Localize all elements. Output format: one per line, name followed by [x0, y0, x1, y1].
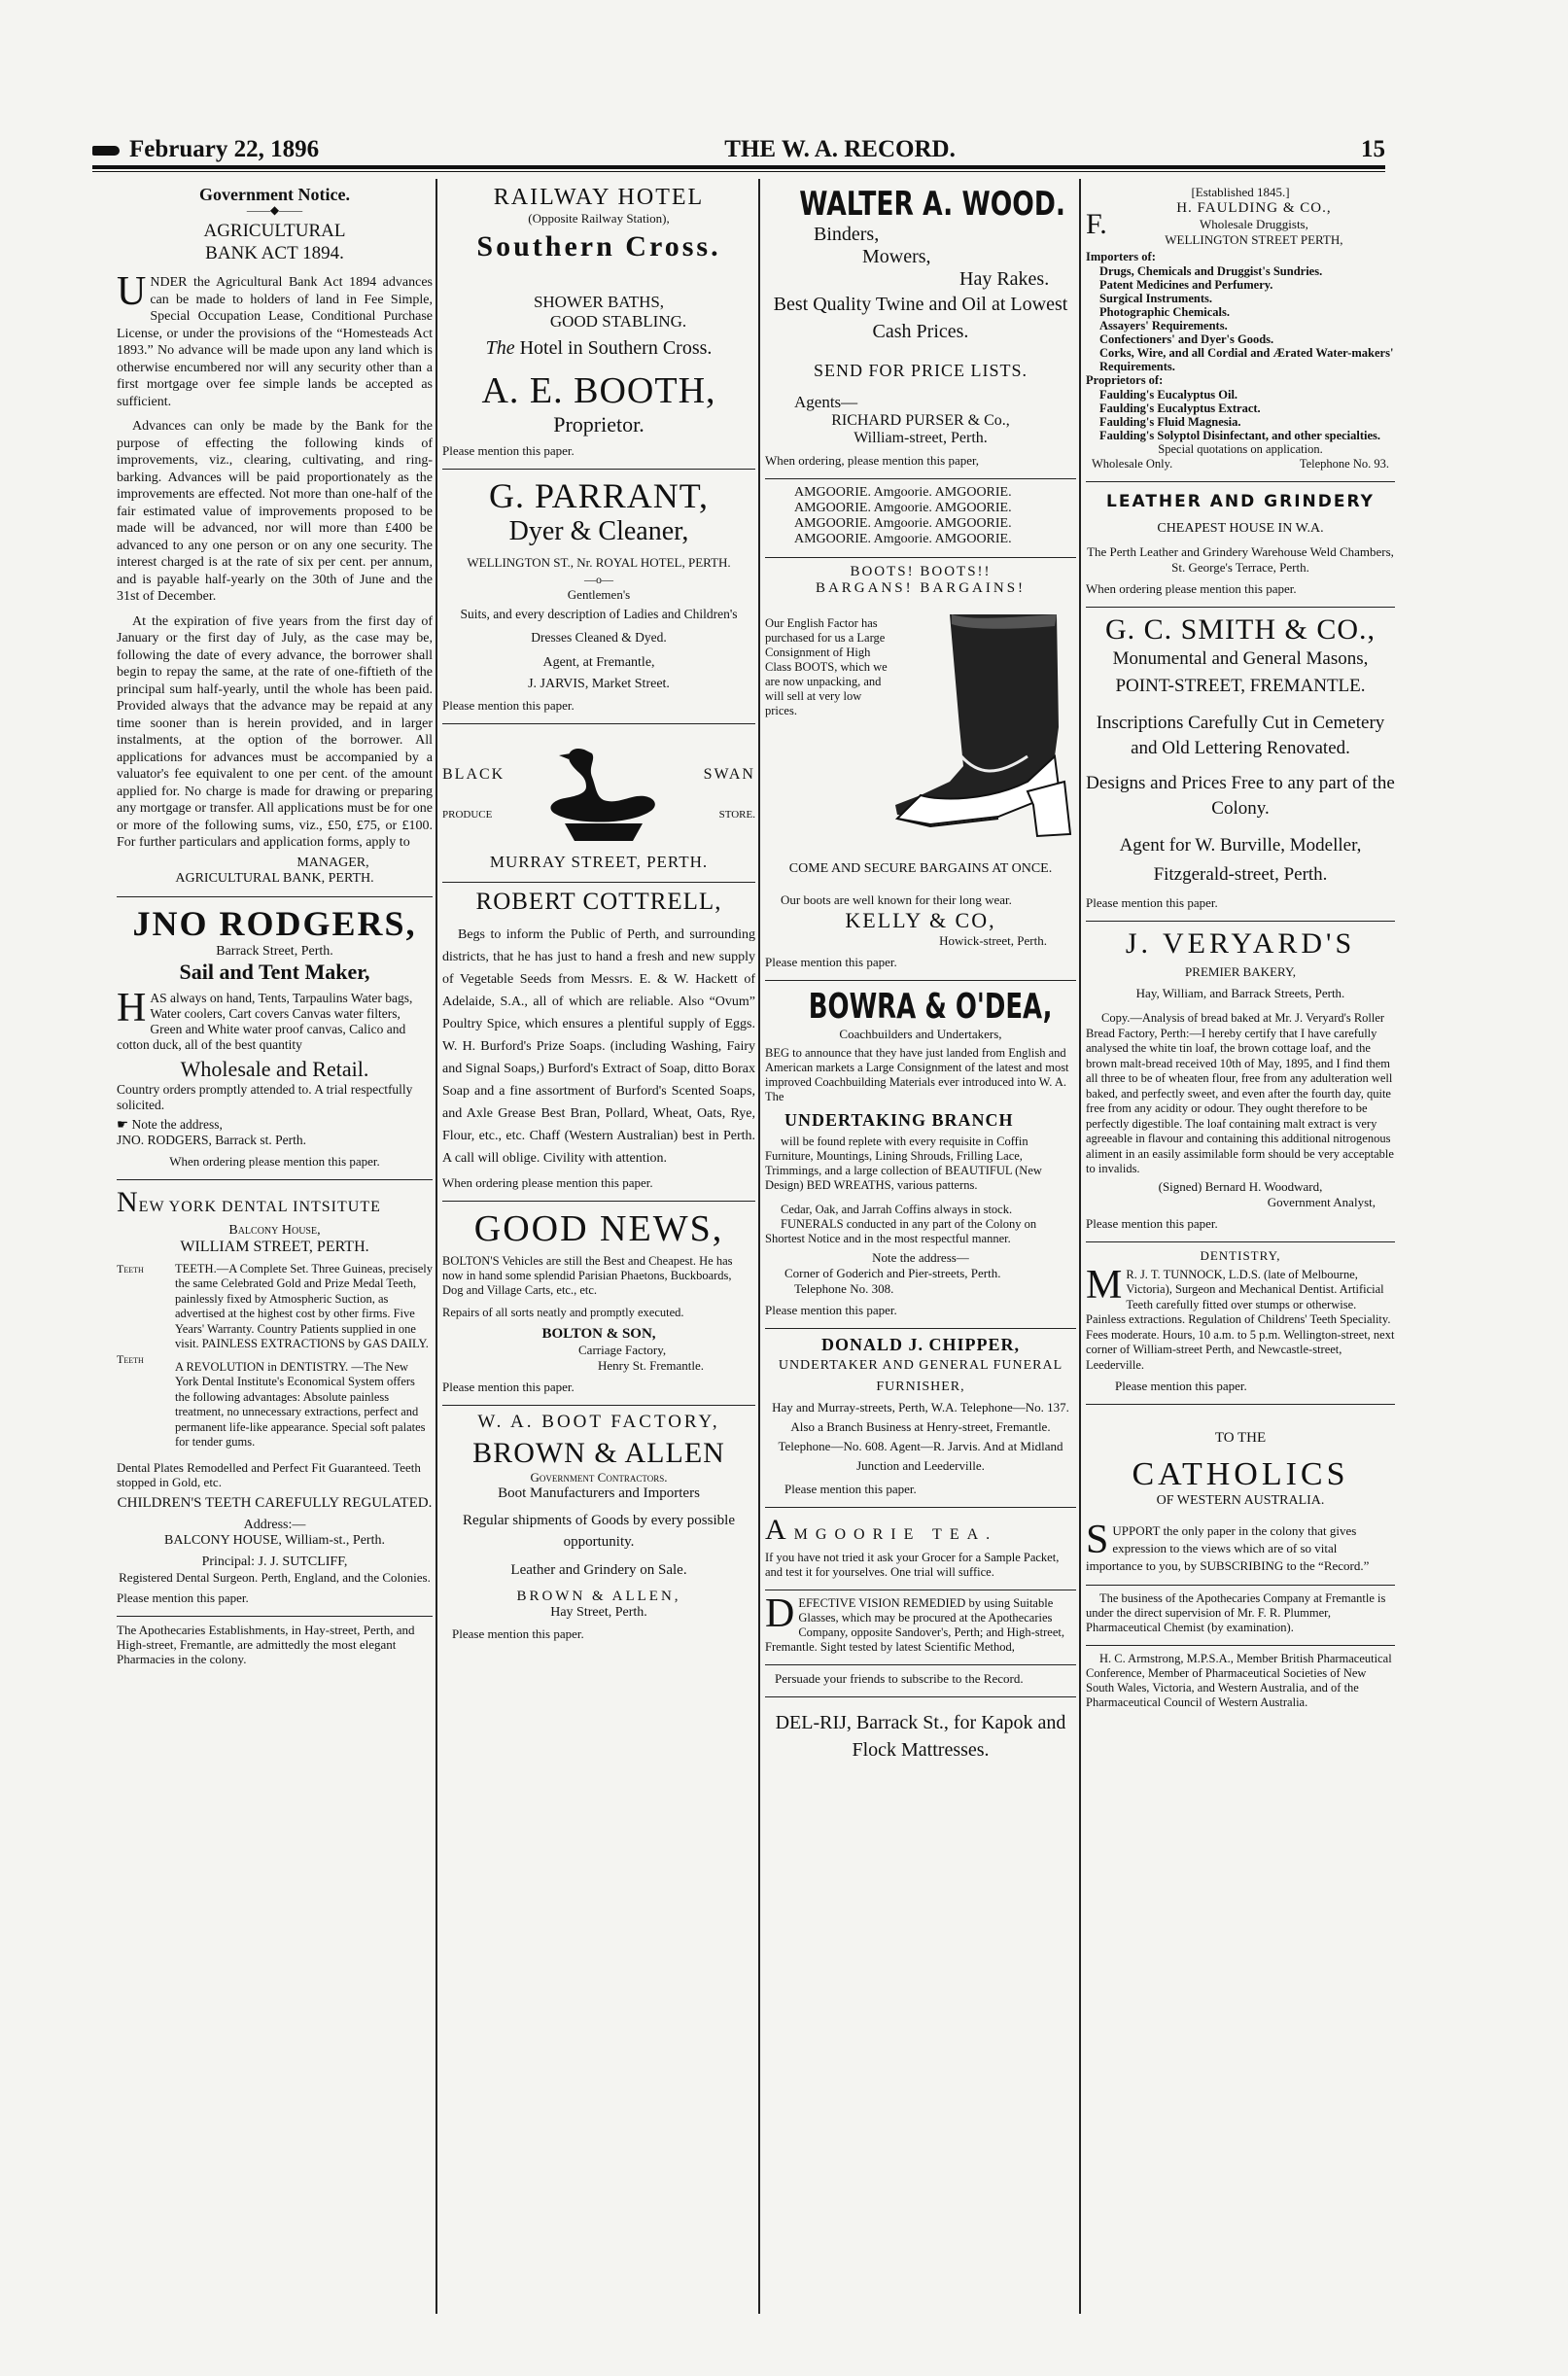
funerals: FUNERALS conducted in any part of the Colony on Shortest Notice and in the most respectful manner. [765, 1217, 1037, 1245]
header-rule-thin [92, 171, 1385, 172]
send-lists: SEND FOR PRICE LISTS. [813, 361, 1028, 380]
orders: Country orders promptly attended to. A trial respectfully solicited. [117, 1081, 413, 1112]
teeth-label: Teeth [117, 1351, 144, 1366]
pointing-hand-icon: ☛ [117, 1116, 132, 1132]
principal: Principal: J. J. SUTCLIFF, [201, 1554, 348, 1569]
faulding-footer [1086, 457, 1395, 472]
plates: Dental Plates Remodelled and Perfect Fit Guaranteed. Teeth stopped in Gold, etc. [117, 1459, 421, 1489]
factory-name: W. A. BOOT FACTORY, [477, 1412, 720, 1432]
pointing-hand-icon [92, 146, 120, 156]
armstrong-note: H. C. Armstrong, M.P.S.A., Member British Pharmaceutical Conference, Member of Pharmaceutical Societies of New South Wales, Victoria, and Western Australia, and of the Pharmaceutical Council of Western Australia. [1086, 1652, 1392, 1709]
mention: Please mention this paper. [442, 443, 575, 458]
body: Begs to inform the Public of Perth, and surrounding districts, that he has just to hand a fresh and new supply of Vegetable Seeds from Messrs. E. & W. Hackett of Adelaide, S.A., all of which are reliable. Also “Ovum” Poultry Spice, which ensures a plentiful supply of Eggs. W. H. Burford's Prize Soaps. (including Washing, Fairy and Signal Soaps,) Burford's Extract of Soap, ditto Borax Soap and a fine assortment of Burford's Scented Soaps, and Axle Grease Best Bran, Pollard, Wheat, Oats, Rye, Flour, etc., etc. Chaff (Western Australian) best in Perth. A call will oblige. Civility with attention. [442, 927, 755, 1166]
gc-smith-ad [1086, 608, 1395, 922]
amgoorie-ad [765, 479, 1076, 558]
mention: Please mention this paper. [1115, 1379, 1247, 1393]
mention: When ordering please mention this paper. [442, 1175, 653, 1190]
tea-title [765, 1514, 1076, 1547]
faulding-head [1086, 200, 1395, 248]
column-4 [1086, 179, 1395, 2337]
list-item: Photographic Chemicals. [1099, 305, 1231, 319]
amgoorie-tea-ad [765, 1508, 1076, 1590]
gov-contractors: Government Contractors. [530, 1470, 668, 1485]
hotel-name: RAILWAY HOTEL [493, 185, 705, 210]
registered: Registered Dental Surgeon. Perth, England, and the Colonies. [119, 1569, 431, 1585]
title-text: MGOORIE TEA. [793, 1526, 998, 1543]
dropcap: U [117, 269, 147, 314]
children: CHILDREN'S TEETH CAREFULLY REGULATED. [117, 1494, 433, 1511]
mention: Please mention this paper. [442, 1380, 575, 1394]
advertiser-name: WALTER A. WOOD. [799, 185, 1065, 224]
repairs: Repairs of all sorts neatly and promptly executed. [442, 1306, 684, 1319]
advertiser-name: H. FAULDING & CO., [1176, 200, 1332, 216]
dropcap: A [765, 1514, 794, 1546]
title-text: EW YORK DENTAL INTSITUTE [138, 1198, 381, 1215]
proprietor: Proprietor. [553, 412, 645, 437]
body [1086, 1518, 1395, 1575]
masthead [92, 124, 1385, 163]
body: EFECTIVE VISION REMEDIED by using Suitable Glasses, which may be procured at the Apothecaries Company, opposite Sandover's, Perth; and High-street, Fremantle. Sight tested by latest Scientific Method, [765, 1596, 1064, 1654]
rakes: Hay Rakes. [959, 268, 1050, 290]
advertiser-name: BOWRA & O'DEA, [808, 987, 1053, 1027]
list-item: Drugs, Chemicals and Druggist's Sundries. [1099, 264, 1323, 278]
issue-date [92, 136, 319, 163]
ornament: ——◆—— [246, 203, 303, 217]
body: BEG to announce that they have just landed from English and American markets a Large Consignment of the latest and most improved Coachbuilding Materials ever introduced into W. A. The [765, 1046, 1069, 1103]
list-item: Patent Medicines and Perfumery. [1099, 278, 1273, 292]
proprietors: Proprietors of: [1086, 373, 1164, 387]
advertiser-name: J. VERYARD'S [1125, 927, 1356, 960]
body: The Perth Leather and Grindery Warehouse Weld Chambers, St. George's Terrace, Perth. [1087, 544, 1394, 575]
importers-list [1086, 264, 1395, 373]
title: DENTISTRY, [1200, 1247, 1281, 1263]
street: MURRAY STREET, PERTH. [489, 853, 709, 871]
mowers: Mowers, [862, 246, 931, 267]
boots-line: BOOTS! BOOTS!! [850, 564, 992, 579]
address-label: Address:— [243, 1517, 306, 1532]
header-rule [92, 165, 1385, 169]
paragraph-text: NDER the Agricultural Bank Act 1894 advances can be made to holders of land in Fee Simple, Special Occupation Lease, Conditional Purchase License, or under the provisions of the “Homesteads Act 1893.” No advance will be made upon any land which is otherwise encumbered nor will any security other than a first mortgage over fee simple lands be accepted as sufficient. [117, 275, 433, 409]
amgoorie-line: AMGOORIE. Amgoorie. AMGOORIE. [794, 532, 1012, 546]
mention: Please mention this paper. [1086, 1215, 1218, 1231]
swan-icon [536, 740, 672, 847]
boot-factory-ad [442, 1406, 755, 1652]
f-letter: F. [1086, 208, 1107, 240]
body-text: AS always on hand, Tents, Tarpaulins Water bags, Water coolers, Cart covers Canvas water filters, Green and White water proof canvas, Calico and cotton duck, all of the best quantity [117, 990, 413, 1052]
body-2: will be found replete with every requisite in Coffin Furniture, Mountings, Lining Shrouds, Frilling Lace, Trimmings, and a large collection of BEAUTIFUL (New Design) BED WREATHS, various patterns. [765, 1135, 1042, 1192]
tag-emphasis: The [485, 337, 515, 359]
store-word: STORE. [718, 809, 755, 821]
ornament: —o— [584, 573, 613, 586]
parrant-ad [442, 470, 755, 724]
column-divider [436, 179, 437, 2314]
mention: Please mention this paper. [784, 1482, 917, 1496]
established: [Established 1845.] [1191, 185, 1290, 199]
mention: Please mention this paper. [1086, 895, 1218, 910]
baths: SHOWER BATHS, [533, 293, 665, 311]
amgoorie-line: AMGOORIE. Amgoorie. AMGOORIE. [794, 501, 1012, 515]
column-3 [765, 179, 1076, 2337]
boot-icon [891, 611, 1076, 854]
mention: Please mention this paper. [452, 1626, 584, 1641]
dropcap: M [1086, 1262, 1123, 1308]
list-item: Assayers' Requirements. [1099, 319, 1228, 332]
body [1086, 1262, 1395, 1374]
good-news-ad [442, 1202, 755, 1406]
importers: Importers of: [1086, 250, 1156, 263]
amgoorie-line: AMGOORIE. Amgoorie. AMGOORIE. [794, 485, 1012, 500]
street: POINT-STREET, FREMANTLE. [1115, 676, 1366, 696]
body: BOLTON'S Vehicles are still the Best and Cheapest. He has now in hand some splendid Parisian Phaetons, Buckboards, Dog and Village Carts, etc., etc. [442, 1254, 733, 1297]
rodgers-ad [117, 897, 433, 1180]
analyst: Government Analyst, [1267, 1194, 1376, 1209]
teeth-block [117, 1262, 433, 1450]
factory: Carriage Factory, [578, 1343, 667, 1357]
list-item: Faulding's Fluid Magnesia. [1099, 415, 1241, 429]
swan-word: SWAN [703, 766, 755, 783]
inscriptions: Inscriptions Carefully Cut in Cemetery and Old Lettering Renovated. [1096, 713, 1385, 758]
firm: BROWN & ALLEN [472, 1437, 725, 1469]
column-divider [758, 179, 760, 2314]
dropcap: S [1086, 1518, 1109, 1562]
address: Barrack Street, Perth. [216, 943, 333, 959]
advertiser-name: KELLY & CO, [845, 908, 996, 932]
list-item: Faulding's Eucalyptus Oil. [1099, 388, 1238, 402]
kelly-boots-ad [765, 558, 1076, 981]
house: Balcony House, [228, 1222, 321, 1238]
swan-row [442, 740, 755, 847]
black-word: BLACK [442, 766, 505, 783]
jarvis: J. JARVIS, Market Street. [528, 677, 670, 691]
proprietors-list [1086, 388, 1395, 442]
note-address: JNO. RODGERS, Barrack st. Perth. [117, 1132, 306, 1147]
column-divider [1079, 179, 1081, 2314]
coffins: Cedar, Oak, and Jarrah Coffins always in stock. [781, 1203, 1013, 1216]
amgoorie-line: AMGOORIE. Amgoorie. AMGOORIE. [794, 516, 1012, 531]
purser: RICHARD PURSER & Co., [831, 412, 1010, 429]
veryard-bakery-ad [1086, 922, 1395, 1242]
list-item: Faulding's Eucalyptus Extract. [1099, 402, 1261, 415]
trade: Monumental and General Masons, [1112, 648, 1369, 669]
notice-heading: Government Notice. [199, 185, 350, 204]
note-text: Note the address, [131, 1116, 223, 1132]
body-text: UPPORT the only paper in the colony that gives expression to the views which are of so vital importance to you, by SUBSCRIBING to the “Record.” [1086, 1523, 1370, 1573]
title: CATHOLICS [1132, 1456, 1349, 1492]
signature: MANAGER, [296, 855, 369, 870]
del-rij-ad: DEL-RIJ, Barrack St., for Kapok and Flock Mattresses. [775, 1712, 1066, 1761]
faulding-name-block [1113, 200, 1395, 248]
trade: Coachbuilders and Undertakers, [839, 1027, 1002, 1041]
owner: A. E. BOOTH, [481, 370, 716, 411]
dentistry-ad [1086, 1242, 1395, 1406]
trade: UNDERTAKER AND GENERAL FUNERAL FURNISHER, [778, 1358, 1063, 1394]
street: William-street, Perth. [854, 430, 988, 446]
opposite: (Opposite Railway Station), [528, 211, 670, 226]
ad-body [117, 985, 433, 1053]
list-item: Surgical Instruments. [1099, 292, 1212, 305]
agricultural-bank-notice [117, 179, 433, 897]
institute-title [117, 1186, 433, 1219]
gentlemen: Gentlemen's [567, 587, 631, 602]
mention: When ordering please mention this paper. [169, 1153, 380, 1169]
street: Hay Street, Perth. [550, 1605, 647, 1620]
catholics-ad [1086, 1405, 1395, 1586]
act-title: AGRICULTURAL BANK ACT 1894. [203, 221, 346, 263]
trade: Dyer & Cleaner, [508, 516, 689, 546]
agent: Agent for W. Burville, Modeller, Fitzgerald-street, Perth. [1119, 835, 1362, 885]
cheapest: CHEAPEST HOUSE IN W.A. [1157, 521, 1324, 536]
page-number: 15 [1361, 136, 1385, 162]
walter-wood-ad [765, 179, 1076, 479]
factor-text: Our English Factor has purchased for us a Large Consignment of High Class BOOTS, which we are now unpacking, and will sell at very low prices. [765, 616, 888, 717]
vision-ad [765, 1590, 1076, 1665]
teeth-label: Teeth [117, 1261, 144, 1275]
advertiser-name: JNO RODGERS, [132, 903, 417, 943]
body: Hay and Murray-streets, Perth, W.A. Telephone—No. 137. Also a Branch Business at Henry-street, Fremantle. Telephone—No. 608. Agent—R. Jarvis. And at Midland Junction and Leederville. [772, 1400, 1069, 1473]
mention: Please mention this paper. [117, 1590, 249, 1605]
advertiser-name: G. PARRANT, [488, 476, 710, 515]
agent: Agent, at Fremantle, [542, 655, 655, 670]
come-secure: COME AND SECURE BARGAINS AT ONCE. [788, 861, 1053, 876]
street: WELLINGTON STREET PERTH, [1165, 232, 1343, 247]
note: Note the address— [872, 1250, 969, 1265]
body: If you have not tried it ask your Grocer for a Sample Packet, and test it for yourselves. One trial will suffice. [765, 1551, 1060, 1579]
stabling: GOOD STABLING. [549, 312, 687, 331]
advertiser-name: G. C. SMITH & CO., [1104, 613, 1376, 646]
teeth-text: TEETH.—A Complete Set. Three Guineas, precisely the same Celebrated Gold and Prize Medal Teeth, painlessly fixed by Atmospheric Suction, as advertised at the highest cost by other firms. Five Years' Warranty. Country Patients supplied in one visit. PAINLESS EXTRACTIONS by GAS DAILY. [175, 1261, 433, 1350]
body: Suits, and every description of Ladies and Children's Dresses Cleaned & Dyed. [460, 607, 738, 645]
mention: Please mention this paper. [765, 955, 897, 969]
advertiser-name: DONALD J. CHIPPER, [820, 1335, 1020, 1354]
swan-left [442, 766, 505, 821]
teeth-text: A REVOLUTION in DENTISTRY. —The New York Dental Institute's Economical System offers the following advantages: Absolute painless treatment, no unnecessary extractions, perfect and permanent life-like appearance. Special soft palates for tender gums. [175, 1359, 426, 1449]
mention: When ordering, please mention this paper, [765, 453, 980, 468]
corner: Corner of Goderich and Pier-streets, Perth. [784, 1266, 1001, 1280]
twine: Best Quality Twine and Oil at Lowest Cash Prices. [773, 294, 1068, 342]
address: WELLINGTON ST., Nr. ROYAL HOTEL, PERTH. [467, 555, 731, 570]
newspaper-title: THE W. A. RECORD. [724, 136, 956, 162]
title: LEATHER AND GRINDERY [1106, 492, 1375, 511]
list-item: Corks, Wire, and all Cordial and Ærated Water-makers' Requirements. [1099, 346, 1394, 373]
wholesale: Wholesale Only. [1092, 457, 1173, 471]
of-wa: OF WESTERN AUSTRALIA. [1156, 1493, 1325, 1508]
cottrell-ad [442, 883, 755, 1202]
bargains-line: BARGANS! BARGAINS! [815, 580, 1027, 596]
trade: Wholesale Druggists, [1199, 217, 1308, 231]
firm-2: BROWN & ALLEN, [516, 1589, 681, 1604]
branch: UNDERTAKING BRANCH [784, 1110, 1014, 1130]
tel: Telephone No. 308. [794, 1281, 894, 1296]
street: Howick-street, Perth. [939, 933, 1047, 948]
dropcap: N [117, 1185, 139, 1218]
railway-hotel-ad [442, 179, 755, 470]
special: Special quotations on application. [1158, 442, 1323, 456]
note-line [117, 1117, 433, 1133]
tagline [442, 337, 755, 360]
leather-grindery-ad [1086, 482, 1395, 608]
list-item: Confectioners' and Dyer's Goods. [1099, 332, 1274, 346]
column-2 [442, 179, 755, 2337]
telephone: Telephone No. 93. [1299, 457, 1389, 471]
notice-paragraph: Advances can only be made by the Bank for the purpose of effecting the following kinds of improvements, viz., clearing, cultivating, and ring-barking. Advances will be paid proportionately as the improvements are effected. Not more than one-half of the fair estimated value of improvements proposed to be made will be advanced, nor will more than £400 be advanced to any one person or on any one security. The interest charged is at the rate of six per cent. per annum, and is payable half-yearly on the 30th of June and the 31st of December. [117, 419, 433, 604]
street: Henry St. Fremantle. [598, 1358, 705, 1373]
black-swan-ad [442, 724, 755, 883]
leather: Leather and Grindery on Sale. [510, 1562, 687, 1578]
faulding-ad [1086, 179, 1395, 482]
notice-paragraph [117, 269, 433, 410]
regular: Regular shipments of Goods by every possible opportunity. [463, 1513, 735, 1550]
streets: Hay, William, and Barrack Streets, Perth. [1135, 986, 1345, 1000]
mention: Please mention this paper. [442, 698, 575, 713]
dropcap: H [117, 985, 147, 1031]
persuade-note: Persuade your friends to subscribe to the Record. [765, 1665, 1076, 1697]
bowra-odea-ad [765, 981, 1076, 1329]
known: Our boots are well known for their long wear. [781, 892, 1012, 907]
address: BALCONY HOUSE, William-st., Perth. [164, 1532, 385, 1548]
wholesale: Wholesale and Retail. [180, 1056, 369, 1081]
column-1 [117, 179, 433, 2337]
apothecaries-business: The business of the Apothecaries Company at Fremantle is under the direct supervision of Mr. F. R. Plummer, Pharmaceutical Chemist (by examination). [1086, 1586, 1395, 1646]
mention: Please mention this paper. [765, 1303, 897, 1317]
swan-right [704, 766, 755, 821]
signed: (Signed) Bernard H. Woodward, [1158, 1178, 1323, 1194]
firm: BOLTON & SON, [541, 1326, 656, 1342]
designs: Designs and Prices Free to any part of the Colony. [1086, 773, 1395, 819]
body-text: R. J. T. TUNNOCK, L.D.S. (late of Melbourne, Victoria), Surgeon and Mechanical Dentist. Artificial Teeth carefully fitted over stumps or otherwise. Painless extractions. Regulation of Childrens' Teeth Speciality. Fees moderate. Hours, 10 a.m. to 5 p.m. Wellington-street, next corner of William-street Perth, and Newcastle-street, Leederville. [1086, 1267, 1395, 1372]
town: Southern Cross. [476, 230, 721, 262]
list-item: Faulding's Solyptol Disinfectant, and other specialties. [1099, 429, 1381, 442]
boot-row [765, 611, 1076, 854]
trade: Sail and Tent Maker, [179, 959, 370, 984]
produce-word: PRODUCE [442, 809, 493, 821]
mention: When ordering please mention this paper. [1086, 581, 1297, 596]
agents: Agents— [794, 393, 858, 411]
binders: Binders, [814, 224, 880, 245]
dental-institute-ad [117, 1180, 433, 1617]
advertiser-name: ROBERT COTTRELL, [475, 889, 722, 915]
apothecaries-note: The Apothecaries Establishments, in Hay-street, Perth, and High-street, Fremantle, are admittedly the most elegant Pharmacies in the colony. [117, 1622, 415, 1666]
tag-text: Hotel in Southern Cross. [519, 337, 713, 359]
makers: Boot Manufacturers and Importers [498, 1485, 700, 1501]
analysis: Copy.—Analysis of bread baked at Mr. J. Veryard's Roller Bread Factory, Perth:—I hereby certify that I have carefully analysed the white tin loaf, the brown cottage loaf, and the brown malt-bread received 10th of May, 1895, and I find them all three to be of wheaten flour, free from any adulteration well baked, and perfectly sweet, and even after the fourth day, quite free from any acidity or odour. They ought therefore to be perfectly digestible. The loaf containing malt extract is very agreeable in flavour and containing this additional nitrogenous aliment in an easily assimilable form should be very acceptable to invalids. [1086, 1011, 1394, 1175]
date-text: February 22, 1896 [129, 136, 320, 162]
headline: GOOD NEWS, [473, 1208, 724, 1249]
dropcap: D [765, 1591, 795, 1636]
signature-bank: AGRICULTURAL BANK, PERTH. [175, 870, 374, 886]
street: WILLIAM STREET, PERTH. [180, 1238, 369, 1255]
trade: PREMIER BAKERY, [1185, 964, 1296, 979]
chipper-ad [765, 1329, 1076, 1508]
notice-paragraph: At the expiration of five years from the first day of January or the first day of July, as the case may be, following the date of every advance, the borrower shall begin to repay the same, at the rate of one-fiftieth of the principal sum half-yearly, until the whole has been paid. Provided always that the advance may be repaid at any time sooner than is herein provided, and in larger instalments, at the option of the borrower. All applications for advances must be accompanied by a valuator's fee equivalent to one per cent. of the amount applied for. No charge is made for drawing or preparing any mortgage or transfer. All applications must be for one or more of the following sums, viz., £50, £75, or £100. For further particulars and application forms, apply to [117, 613, 433, 850]
to-the: TO THE [1214, 1430, 1267, 1446]
